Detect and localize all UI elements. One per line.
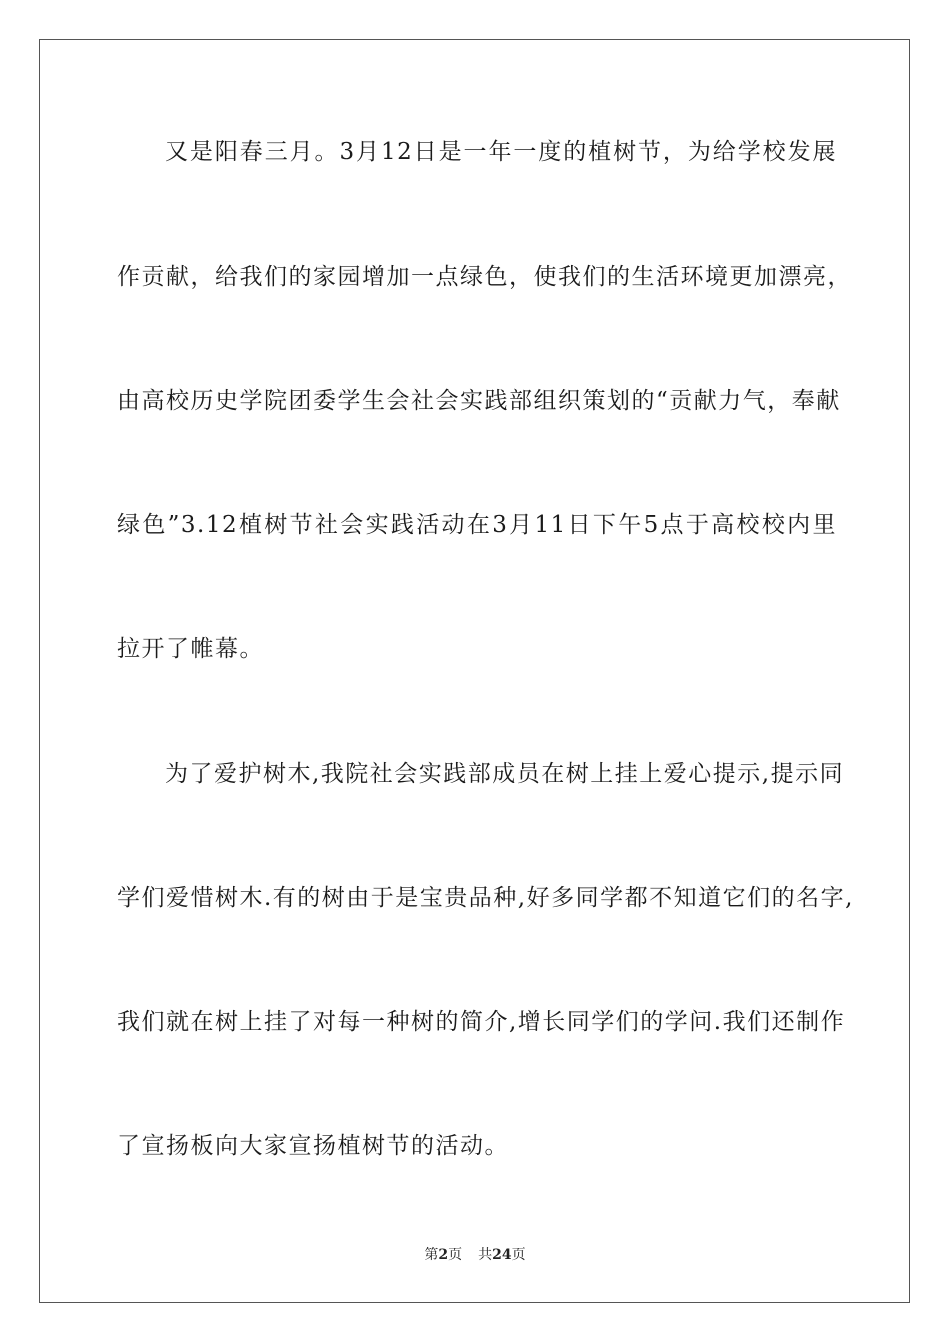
paragraph-2-line-3: 我们就在树上挂了对每一种树的简介,增长同学们的学问.我们还制作: [117, 1009, 846, 1035]
paragraph-2-line-2: 学们爱惜树木.有的树由于是宝贵品种,好多同学都不知道它们的名字,: [117, 885, 854, 911]
paragraph-1-line-5: 拉开了帷幕。: [117, 636, 264, 662]
paragraph-1-line-1: 又是阳春三月。3月12日是一年一度的植树节，为给学校发展: [165, 139, 837, 165]
paragraph-2-line-4: 了宣扬板向大家宣扬植树节的活动。: [117, 1133, 509, 1159]
total-pages: 24: [492, 1247, 512, 1263]
paragraph-2-line-1: 为了爱护树木,我院社会实践部成员在树上挂上爱心提示,提示同: [165, 761, 845, 787]
paragraph-1-line-3: 由高校历史学院团委学生会社会实践部组织策划的“贡献力气，奉献: [117, 388, 841, 414]
page-footer: [0, 1246, 950, 1264]
page-border: [39, 39, 910, 1303]
page-number: 2: [438, 1247, 449, 1263]
page-prefix: 第: [424, 1247, 439, 1263]
total-prefix: 共: [478, 1247, 493, 1263]
paragraph-1-line-2: 作贡献，给我们的家园增加一点绿色，使我们的生活环境更加漂亮，: [117, 264, 852, 290]
paragraph-1-line-4: 绿色”3.12植树节社会实践活动在3月11日下午5点于高校校内里: [117, 512, 837, 538]
total-suffix: 页: [511, 1247, 526, 1263]
page-suffix: 页: [448, 1247, 463, 1263]
